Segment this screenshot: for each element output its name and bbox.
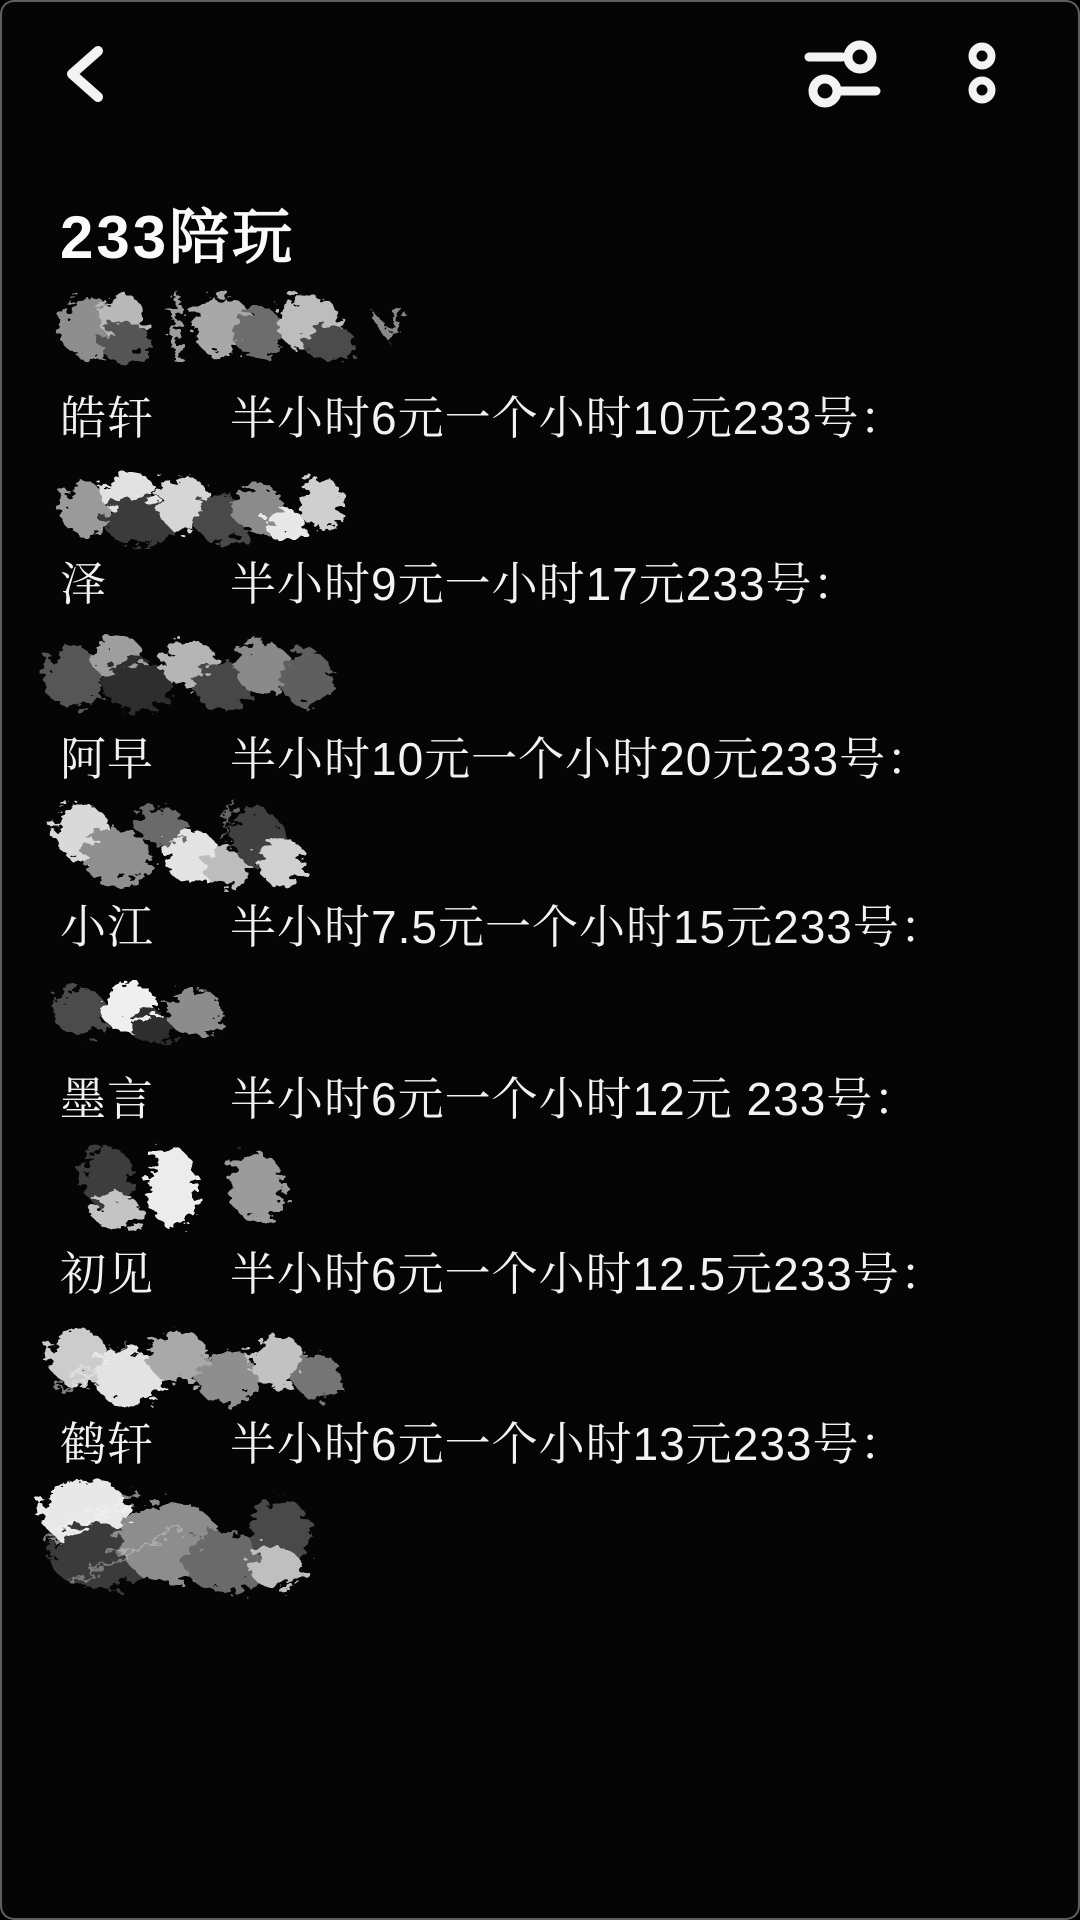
back-button[interactable] bbox=[60, 44, 106, 104]
player-name: 阿早 bbox=[60, 733, 154, 785]
price-entry bbox=[60, 554, 1040, 614]
player-name: 皓轩 bbox=[60, 392, 154, 444]
more-dots-icon bbox=[964, 42, 1000, 104]
price-entry bbox=[60, 1414, 1040, 1474]
redaction-scribble bbox=[30, 1472, 330, 1607]
redaction-scribble bbox=[38, 628, 348, 716]
sliders-icon bbox=[804, 40, 882, 108]
note-title: 233陪玩 bbox=[60, 204, 296, 271]
price-detail: 半小时7.5元一个小时15元233号： bbox=[230, 901, 947, 953]
price-entry bbox=[60, 897, 1040, 957]
redaction-scribble bbox=[38, 1317, 348, 1415]
redaction-scribble bbox=[54, 464, 354, 549]
price-detail: 半小时6元一个小时10元233号： bbox=[230, 392, 907, 444]
chevron-left-icon bbox=[60, 44, 106, 104]
redaction-scribble bbox=[42, 797, 322, 892]
player-name: 鹤轩 bbox=[60, 1418, 154, 1470]
player-name: 小江 bbox=[60, 901, 154, 953]
price-detail: 半小时9元一小时17元233号： bbox=[230, 558, 860, 610]
price-entry bbox=[60, 388, 1040, 448]
player-name: 初见 bbox=[60, 1248, 154, 1300]
more-button[interactable] bbox=[964, 42, 1000, 104]
redaction-scribble bbox=[50, 980, 250, 1045]
player-name: 泽 bbox=[60, 558, 107, 610]
price-detail: 半小时6元一个小时12元 233号： bbox=[230, 1073, 921, 1125]
redaction-scribble bbox=[72, 1142, 302, 1232]
price-entry bbox=[60, 729, 1040, 789]
redaction-scribble bbox=[54, 288, 414, 366]
price-detail: 半小时6元一个小时13元233号： bbox=[230, 1418, 907, 1470]
price-detail: 半小时10元一个小时20元233号： bbox=[230, 733, 934, 785]
player-name: 墨言 bbox=[60, 1073, 154, 1125]
price-entry bbox=[60, 1069, 1040, 1129]
filter-button[interactable] bbox=[804, 40, 882, 108]
price-entry bbox=[60, 1244, 1040, 1304]
price-detail: 半小时6元一个小时12.5元233号： bbox=[230, 1248, 947, 1300]
